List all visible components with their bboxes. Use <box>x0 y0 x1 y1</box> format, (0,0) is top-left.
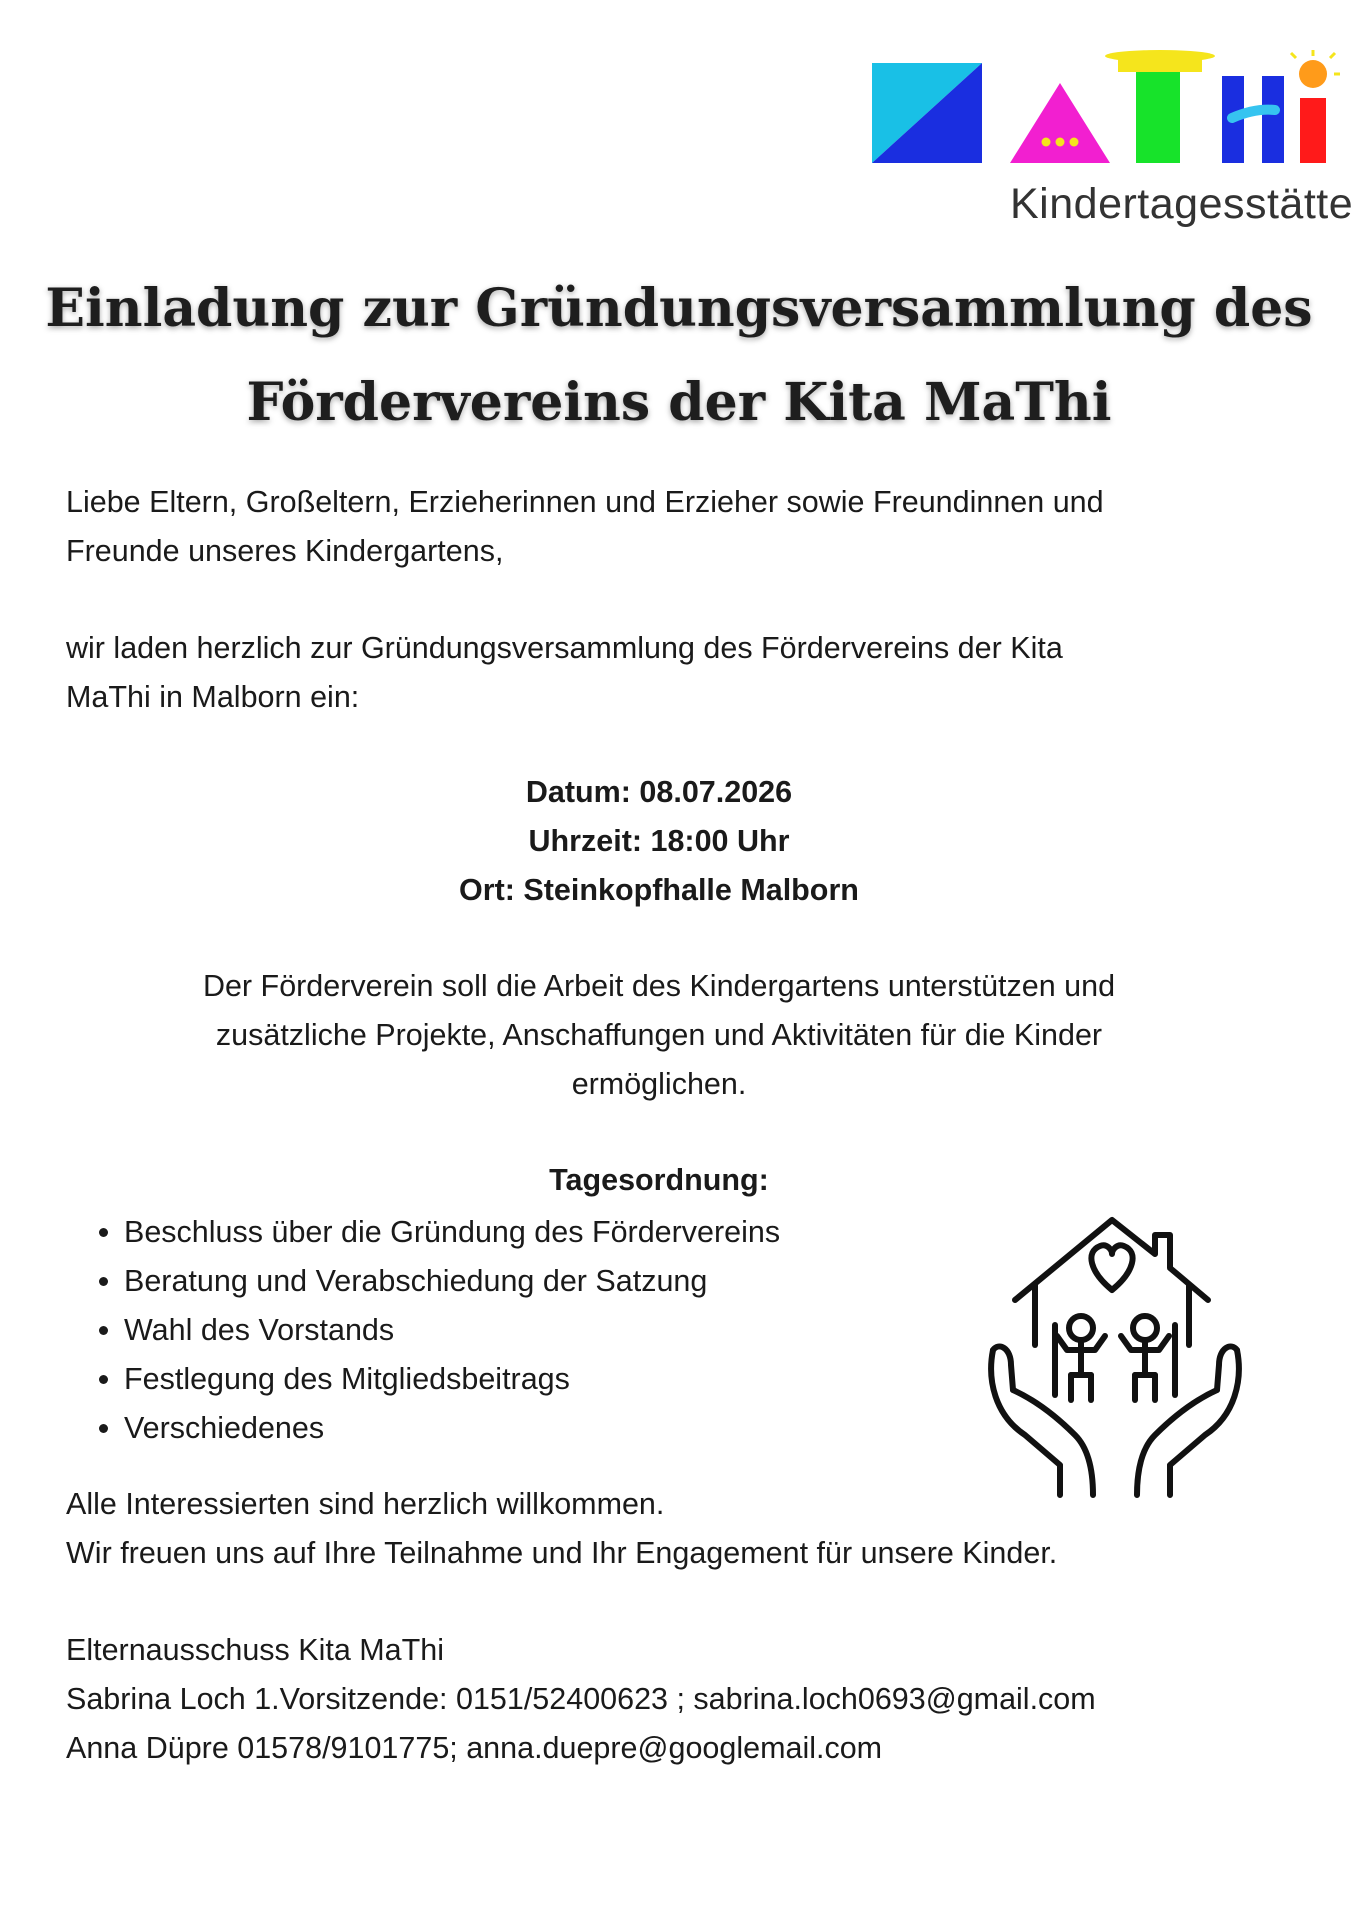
page-title <box>0 262 1358 450</box>
agenda-item: • Beschluss über die Gründung des Fördervereins <box>124 1208 780 1257</box>
closing-paragraph <box>66 1480 1296 1578</box>
signature-contact-1: Sabrina Loch 1.Vorsitzende: 0151/52400623 ; sabrina.loch0693@gmail.com <box>66 1682 1096 1716</box>
greeting-paragraph <box>66 478 1296 576</box>
signature-block <box>66 1626 1296 1773</box>
event-date: Datum: 08.07.2026 <box>525 775 793 809</box>
agenda-heading: Tagesordnung: <box>549 1163 769 1197</box>
title-line-1: Einladung zur Gründungsversammlung des <box>45 278 1313 339</box>
closing-line-2: Wir freuen uns auf Ihre Teilnahme und Ihr Engagement für unsere Kinder. <box>66 1536 1058 1570</box>
agenda-item: • Beratung und Verabschiedung der Satzung <box>124 1257 780 1306</box>
mathi-logo-graphic <box>870 48 1340 198</box>
invitation-line-2: MaThi in Malborn ein: <box>66 680 360 714</box>
invitation-line-1: wir laden herzlich zur Gründungsversammlung des Fördervereins der Kita <box>66 631 1063 665</box>
purpose-line-2: zusätzliche Projekte, Anschaffungen und Aktivitäten für die Kinder <box>215 1018 1103 1052</box>
purpose-line-3: ermöglichen. <box>571 1067 747 1101</box>
event-time: Uhrzeit: 18:00 Uhr <box>528 824 790 858</box>
greeting-line-2: Freunde unseres Kindergartens, <box>66 534 504 568</box>
purpose-line-1: Der Förderverein soll die Arbeit des Kindergartens unterstützen und <box>202 969 1116 1003</box>
agenda-item: • Wahl des Vorstands <box>124 1306 780 1355</box>
agenda-item: • Verschiedenes <box>124 1404 780 1453</box>
purpose-paragraph <box>0 962 1318 1109</box>
greeting-line-1: Liebe Eltern, Großeltern, Erzieherinnen und Erzieher sowie Freundinnen und <box>66 485 1104 519</box>
agenda-list <box>92 1208 780 1453</box>
invitation-paragraph <box>66 624 1296 722</box>
title-line-2: Fördervereins der Kita MaThi <box>246 372 1112 433</box>
closing-line-1: Alle Interessierten sind herzlich willkommen. <box>66 1487 665 1521</box>
house-with-heart-children-hands-icon <box>985 1210 1245 1500</box>
agenda-item: • Festlegung des Mitgliedsbeitrags <box>124 1355 780 1404</box>
signature-contact-2: Anna Düpre 01578/9101775; anna.duepre@googlemail.com <box>66 1731 883 1765</box>
event-place: Ort: Steinkopfhalle Malborn <box>459 873 859 907</box>
signature-org: Elternausschuss Kita MaThi <box>66 1633 445 1667</box>
event-details <box>0 768 1318 915</box>
logo-caption: Kindertagesstätte <box>1010 180 1354 228</box>
